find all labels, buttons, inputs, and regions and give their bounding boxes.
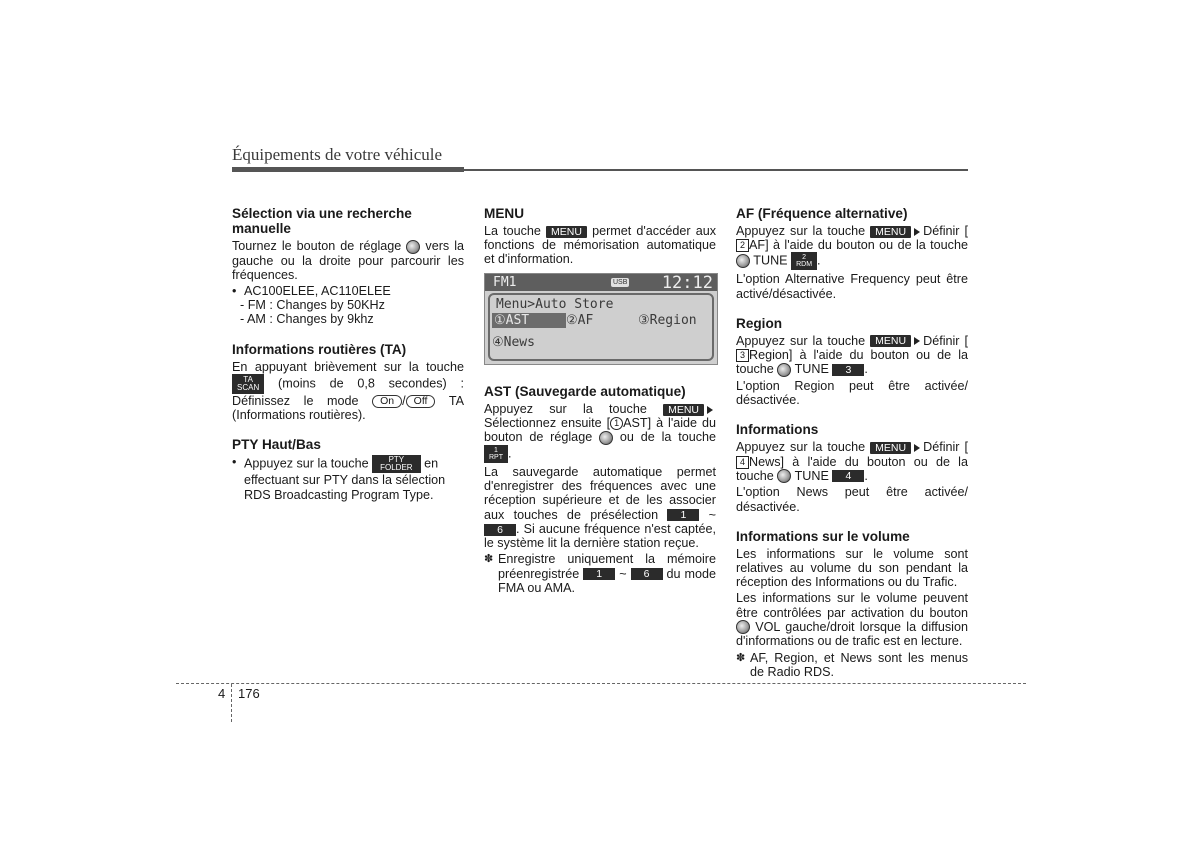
- lcd-menu-path: Menu>Auto Store: [496, 297, 614, 312]
- preset-1-button-icon: 1: [583, 568, 615, 580]
- page-header-title: Équipements de votre véhicule: [232, 145, 443, 164]
- preset-6-button-icon: 6: [484, 524, 516, 536]
- lcd-option-region: ③Region: [638, 313, 697, 328]
- volume-text-2: Les informations sur le volume peuvent être contrôlées par activation du bouton VOL gauche/droit lorsque la diffusion d'informations ou de trafic est en lecture.: [736, 591, 968, 649]
- menu-button-icon: MENU: [870, 226, 911, 238]
- pty-text: • Appuyez sur la touche PTY FOLDER en effectuant sur PTY dans la sélection RDS Broadcasting Program Type.: [232, 455, 464, 501]
- model-list: [232, 284, 464, 298]
- tune-knob-icon: [599, 431, 613, 445]
- list-item: - FM : Changes by 50KHz: [240, 298, 385, 313]
- header-bar: [232, 167, 464, 172]
- circled-number-icon: 1: [610, 417, 623, 430]
- section-title-af: AF (Fréquence alternative): [736, 206, 908, 221]
- preset-3-button-icon: 3: [832, 364, 864, 376]
- boxed-number-icon: 3: [736, 349, 749, 362]
- section-title-region: Region: [736, 315, 783, 331]
- informations-description: L'option News peut être activée/ désactivée.: [736, 485, 968, 514]
- footer-divider: [176, 683, 1026, 684]
- informations-text: Appuyez sur la touche MENU Définir [4 News] à l'aide du bouton ou de la touche TUNE 4 .: [736, 440, 968, 483]
- on-pill-icon: On: [372, 395, 402, 408]
- ta-scan-button-icon: TA SCAN: [232, 374, 264, 394]
- tune-knob-icon: [777, 469, 791, 483]
- menu-button-icon: MENU: [870, 335, 911, 347]
- arrow-right-icon: [914, 337, 920, 345]
- pty-folder-button-icon: PTY FOLDER: [372, 455, 420, 473]
- radio-lcd-screen: [484, 273, 718, 365]
- region-description: L'option Region peut être activée/ désactivée.: [736, 378, 968, 408]
- af-text: Appuyez sur la touche MENU Définir [2 AF] à l'aide du bouton ou de la touche TUNE 2 RDM .: [736, 224, 968, 269]
- section-title-manual-search: Sélection via une recherche manuelle: [232, 206, 412, 236]
- lcd-option-ast: ①AST: [492, 313, 566, 328]
- arrow-right-icon: [914, 444, 920, 452]
- preset-4-button-icon: 4: [832, 470, 864, 482]
- menu-text: La touche MENU permet d'accéder aux fonctions de mémorisation automatique et d'information.: [484, 224, 717, 267]
- off-pill-icon: Off: [406, 395, 436, 408]
- arrow-right-icon: [914, 228, 920, 236]
- lcd-clock: 12:12: [661, 273, 713, 293]
- manual-search-text: Tournez le bouton de réglage vers la gauche ou la droite pour parcourir les fréquences.: [232, 239, 465, 282]
- lcd-option-news: ④News: [492, 335, 535, 350]
- page-number: 176: [238, 686, 260, 701]
- rpt-button-icon: 1 RPT: [484, 445, 508, 463]
- af-description: L'option Alternative Frequency peut être activé/désactivée.: [736, 272, 968, 301]
- tune-knob-icon: [777, 363, 791, 377]
- section-title-pty: PTY Haut/Bas: [232, 437, 321, 453]
- ast-text: Appuyez sur la touche MENU Sélectionnez ensuite [ 1 AST] à l'aide du bouton de réglage ou de la touche 1 RPT .: [484, 402, 717, 462]
- preset-6-button-icon: 6: [631, 568, 663, 580]
- section-title-informations: Informations: [736, 422, 819, 438]
- section-title-menu: MENU: [484, 206, 525, 221]
- preset-1-button-icon: 1: [667, 509, 699, 521]
- volume-knob-icon: [736, 620, 750, 634]
- column-2-lower: [484, 384, 716, 597]
- header-rule: [464, 169, 968, 171]
- region-text: Appuyez sur la touche MENU Définir [3 Region] à l'aide du bouton ou de la touche TUNE 3 .: [736, 333, 968, 377]
- tune-knob-icon: [736, 254, 750, 268]
- footer-vertical-divider: [231, 684, 232, 722]
- section-number: 4: [218, 686, 226, 701]
- tune-knob-icon: [406, 240, 420, 254]
- list-item: - AM : Changes by 9khz: [240, 312, 374, 327]
- column-3: [736, 206, 968, 681]
- volume-text-1: Les informations sur le volume sont relatives au volume du son pendant la réception des Informations ou du Trafic.: [736, 546, 968, 590]
- ta-text: En appuyant brièvement sur la touche TA SCAN (moins de 0,8 secondes) : Définissez le mode On / Off TA (Informations routières).: [232, 359, 465, 423]
- section-title-ta: Informations routières (TA): [232, 341, 407, 357]
- ast-description: La sauvegarde automatique permet d'enregistrer des fréquences avec une réception supérieure et de les associer aux touches de présélection 1 ~ 6 . Si aucune fréquence n'est captée, le système lit la dernière station reçue.: [484, 465, 717, 551]
- usb-icon: USB: [613, 279, 628, 286]
- rdm-button-icon: 2 RDM: [791, 252, 817, 270]
- menu-button-icon: MENU: [663, 404, 704, 416]
- list-item: • AC100ELEE, AC110ELEE: [232, 284, 464, 298]
- arrow-right-icon: [707, 406, 713, 414]
- ast-note: ✽ Enregistre uniquement la mémoire préenregistrée 1 ~ 6 du mode FMA ou AMA.: [484, 552, 716, 595]
- menu-button-icon: MENU: [870, 442, 911, 454]
- boxed-number-icon: 2: [736, 239, 749, 252]
- lcd-band: FM1: [493, 275, 517, 290]
- section-title-volume: Informations sur le volume: [736, 528, 910, 544]
- menu-button-icon: MENU: [546, 226, 587, 238]
- section-title-ast: AST (Sauvegarde automatique): [484, 384, 686, 399]
- column-2: [484, 206, 716, 269]
- lcd-option-af: ②AF: [566, 313, 594, 328]
- column-1: [232, 206, 464, 502]
- boxed-number-icon: 4: [736, 456, 749, 469]
- rds-note: ✽ AF, Region, et News sont les menus de Radio RDS.: [736, 651, 968, 679]
